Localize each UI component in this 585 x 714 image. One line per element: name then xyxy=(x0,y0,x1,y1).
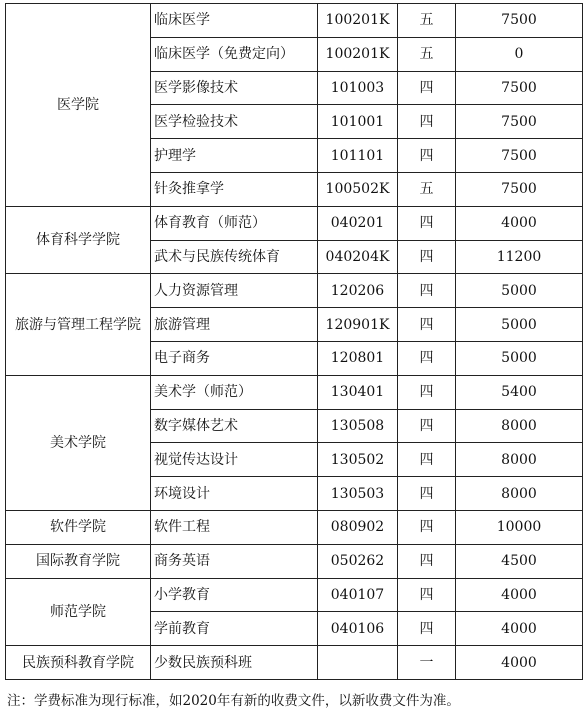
major-cell: 武术与民族传统体育 xyxy=(151,240,318,274)
table-row xyxy=(6,544,583,578)
fee-cell: 7500 xyxy=(456,172,583,206)
fee-cell: 4000 xyxy=(456,206,583,240)
table-row xyxy=(6,646,583,680)
fee-cell: 4000 xyxy=(456,612,583,646)
code-cell: 050262 xyxy=(318,544,398,578)
tuition-table xyxy=(5,3,583,680)
fee-cell: 5000 xyxy=(456,308,583,342)
major-cell: 电子商务 xyxy=(151,341,318,375)
college-cell: 美术学院 xyxy=(6,375,151,510)
fee-cell: 5000 xyxy=(456,274,583,308)
years-cell: 四 xyxy=(398,240,456,274)
major-cell: 学前教育 xyxy=(151,612,318,646)
college-cell: 师范学院 xyxy=(6,578,151,646)
table-row xyxy=(6,274,583,308)
years-cell: 四 xyxy=(398,341,456,375)
footnote: 注：学费标准为现行标准，如2020年有新的收费文件，以新收费文件为准。 xyxy=(7,693,460,709)
major-cell: 人力资源管理 xyxy=(151,274,318,308)
fee-cell: 8000 xyxy=(456,409,583,443)
fee-cell: 7500 xyxy=(456,105,583,139)
code-cell: 120901K xyxy=(318,308,398,342)
college-cell: 医学院 xyxy=(6,4,151,207)
major-cell: 数字媒体艺术 xyxy=(151,409,318,443)
years-cell: 五 xyxy=(398,172,456,206)
fee-cell: 8000 xyxy=(456,477,583,511)
years-cell: 四 xyxy=(398,206,456,240)
table-row xyxy=(6,206,583,240)
years-cell: 四 xyxy=(398,375,456,409)
code-cell: 120206 xyxy=(318,274,398,308)
code-cell: 101101 xyxy=(318,139,398,173)
fee-cell: 10000 xyxy=(456,510,583,544)
code-cell: 100201K xyxy=(318,37,398,71)
fee-cell: 11200 xyxy=(456,240,583,274)
years-cell: 四 xyxy=(398,105,456,139)
fee-cell: 7500 xyxy=(456,71,583,105)
fee-cell: 5400 xyxy=(456,375,583,409)
code-cell: 101001 xyxy=(318,105,398,139)
years-cell: 五 xyxy=(398,37,456,71)
major-cell: 医学检验技术 xyxy=(151,105,318,139)
years-cell: 四 xyxy=(398,443,456,477)
table-row xyxy=(6,578,583,612)
fee-cell: 5000 xyxy=(456,341,583,375)
major-cell: 临床医学（免费定向） xyxy=(151,37,318,71)
major-cell: 护理学 xyxy=(151,139,318,173)
code-cell: 101003 xyxy=(318,71,398,105)
years-cell: 五 xyxy=(398,4,456,38)
tuition-table-body xyxy=(6,4,583,680)
code-cell xyxy=(318,646,398,680)
table-row xyxy=(6,375,583,409)
code-cell: 100502K xyxy=(318,172,398,206)
major-cell: 体育教育（师范） xyxy=(151,206,318,240)
years-cell: 四 xyxy=(398,612,456,646)
fee-cell: 0 xyxy=(456,37,583,71)
major-cell: 少数民族预科班 xyxy=(151,646,318,680)
years-cell: 四 xyxy=(398,477,456,511)
major-cell: 旅游管理 xyxy=(151,308,318,342)
years-cell: 四 xyxy=(398,274,456,308)
code-cell: 040106 xyxy=(318,612,398,646)
code-cell: 130503 xyxy=(318,477,398,511)
table-row xyxy=(6,4,583,38)
fee-cell: 8000 xyxy=(456,443,583,477)
college-cell: 旅游与管理工程学院 xyxy=(6,274,151,375)
years-cell: 四 xyxy=(398,544,456,578)
major-cell: 视觉传达设计 xyxy=(151,443,318,477)
major-cell: 针灸推拿学 xyxy=(151,172,318,206)
years-cell: 四 xyxy=(398,409,456,443)
code-cell: 120801 xyxy=(318,341,398,375)
fee-cell: 7500 xyxy=(456,4,583,38)
code-cell: 130502 xyxy=(318,443,398,477)
years-cell: 四 xyxy=(398,578,456,612)
code-cell: 130508 xyxy=(318,409,398,443)
major-cell: 小学教育 xyxy=(151,578,318,612)
table-row xyxy=(6,510,583,544)
fee-cell: 4500 xyxy=(456,544,583,578)
years-cell: 四 xyxy=(398,139,456,173)
major-cell: 美术学（师范） xyxy=(151,375,318,409)
code-cell: 040204K xyxy=(318,240,398,274)
code-cell: 080902 xyxy=(318,510,398,544)
fee-cell: 4000 xyxy=(456,646,583,680)
code-cell: 130401 xyxy=(318,375,398,409)
college-cell: 民族预科教育学院 xyxy=(6,646,151,680)
college-cell: 软件学院 xyxy=(6,510,151,544)
major-cell: 医学影像技术 xyxy=(151,71,318,105)
major-cell: 环境设计 xyxy=(151,477,318,511)
fee-cell: 7500 xyxy=(456,139,583,173)
fee-cell: 4000 xyxy=(456,578,583,612)
major-cell: 临床医学 xyxy=(151,4,318,38)
major-cell: 商务英语 xyxy=(151,544,318,578)
college-cell: 国际教育学院 xyxy=(6,544,151,578)
code-cell: 100201K xyxy=(318,4,398,38)
years-cell: 四 xyxy=(398,308,456,342)
major-cell: 软件工程 xyxy=(151,510,318,544)
years-cell: 四 xyxy=(398,510,456,544)
years-cell: 四 xyxy=(398,71,456,105)
years-cell: 一 xyxy=(398,646,456,680)
college-cell: 体育科学学院 xyxy=(6,206,151,274)
code-cell: 040107 xyxy=(318,578,398,612)
code-cell: 040201 xyxy=(318,206,398,240)
